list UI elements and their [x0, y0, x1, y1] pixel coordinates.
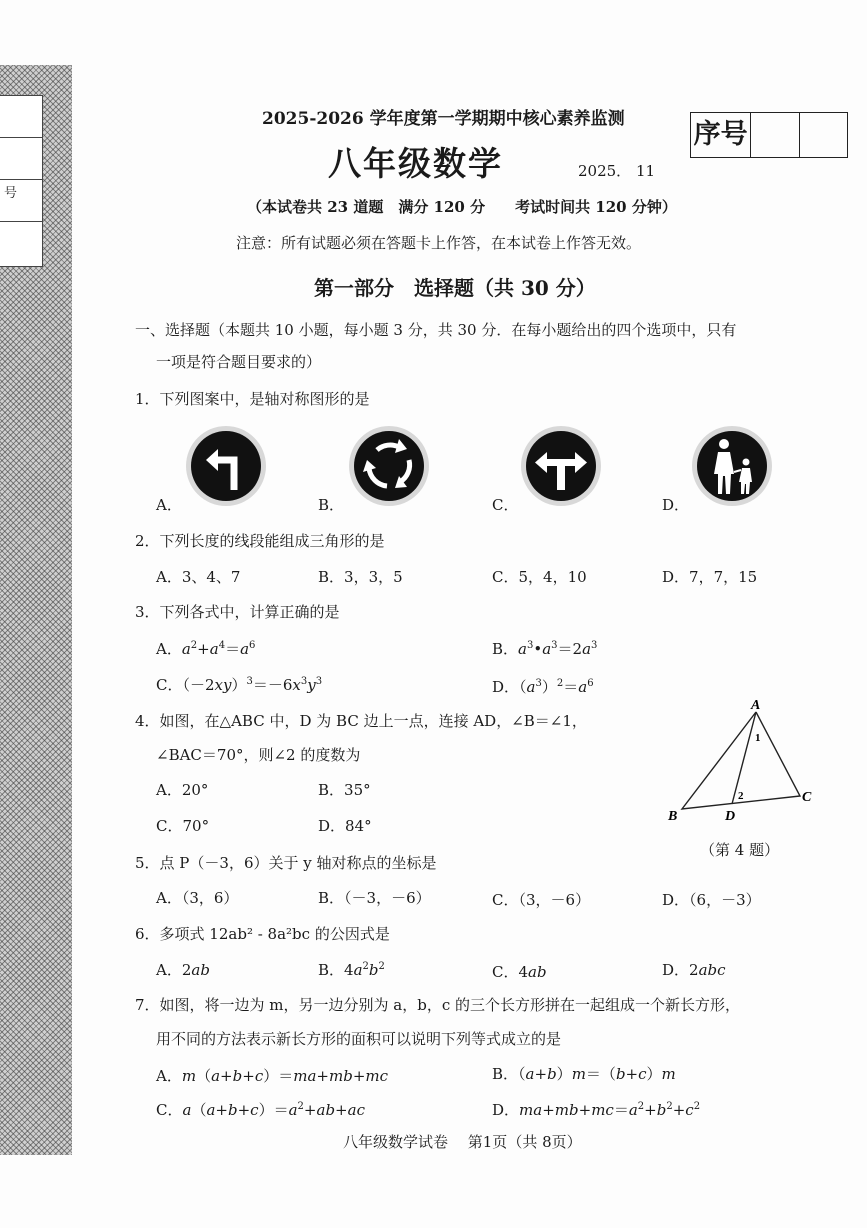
q3-stem: 3．下列各式中，计算正确的是 — [135, 603, 340, 621]
q1-stem: 1．下列图案中，是轴对称图形的是 — [135, 390, 370, 408]
q4-stem: 4．如图，在△ABC 中，D 为 BC 边上一点，连接 AD，∠B＝∠1， — [135, 712, 587, 730]
q7-option-b: B．（a+b）m＝（b+c）m — [492, 1065, 676, 1083]
binding-info-box — [0, 95, 43, 267]
q7-stem-cont: 用不同的方法表示新长方形的面积可以说明下列等式成立的是 — [156, 1030, 562, 1048]
q3-option-b: B．$a^3•a^3=2a^3$ — [492, 640, 598, 658]
point-d-label: D — [725, 809, 736, 824]
page-footer: 八年级数学试卷 第1页（共 8页） — [343, 1133, 582, 1151]
q5-option-c: C．（3，－6） — [492, 891, 591, 909]
q2-option-a: A．3、4、7 — [156, 568, 241, 586]
exam-info: （本试卷共 23 道题 满分 120 分 考试时间共 120 分钟） — [247, 198, 677, 216]
q6-stem: 6．多项式 12ab² - 8a²bc 的公因式是 — [135, 925, 390, 943]
q2-option-b: B．3，3，5 — [318, 568, 403, 586]
q1-option-d: D． — [662, 496, 690, 514]
q7-option-d: D．$ma+mb+mc=a^2+b^2+c^2$ — [492, 1101, 701, 1119]
q6-option-a: A．2ab — [156, 961, 210, 979]
binding-label: 号 — [4, 186, 18, 201]
vertex-b-label: B — [668, 809, 678, 824]
q5-option-a: A．（3，6） — [156, 889, 239, 907]
part1-instruction: 一、选择题（本题共 10 小题，每小题 3 分，共 30 分．在每小题给出的四个选项中，只有 — [135, 321, 737, 339]
notice: 注意：所有试题必须在答题卡上作答，在本试卷上作答无效。 — [236, 234, 642, 252]
q7-option-a: A．m（a+b+c）＝ma+mb+mc — [156, 1067, 389, 1085]
q4-option-a: A．20° — [156, 781, 209, 799]
part1-instruction-cont: 一项是符合题目要求的） — [156, 353, 322, 371]
q3-option-c: C．$(-2xy)^3=-6x^3y^3$ — [156, 676, 323, 694]
angle-2-label: 2 — [738, 790, 744, 802]
serial-cell — [800, 113, 847, 157]
q1-option-c: C． — [492, 496, 519, 514]
left-right-arrow-sign-icon — [519, 424, 603, 508]
roundabout-sign-icon — [347, 424, 431, 508]
exam-title: 2025-2026 学年度第一学期期中核心素养监测 — [262, 109, 625, 129]
serial-cell — [751, 113, 799, 157]
vertex-a-label: A — [751, 698, 761, 713]
q1-option-b: B． — [318, 496, 345, 514]
q2-stem: 2．下列长度的线段能组成三角形的是 — [135, 532, 385, 550]
q5-option-b: B．（－3，－6） — [318, 889, 431, 907]
q4-triangle-figure — [660, 696, 820, 826]
q4-stem-cont: ∠BAC＝70°，则∠2 的度数为 — [156, 746, 361, 764]
turn-left-sign-icon — [184, 424, 268, 508]
q4-option-c: C．70° — [156, 817, 210, 835]
subject-title: 八年级数学 — [328, 144, 503, 183]
q2-option-d: D．7，7，15 — [662, 568, 758, 586]
q4-option-b: B．35° — [318, 781, 371, 799]
q7-stem: 7．如图，将一边为 m，另一边分别为 a，b，c 的三个长方形拼在一起组成一个新长方形， — [135, 996, 741, 1014]
q5-stem: 5．点 P（－3，6）关于 y 轴对称点的坐标是 — [135, 854, 437, 872]
serial-label: 序号 — [691, 113, 751, 157]
q1-option-a: A． — [156, 496, 182, 514]
exam-date: 2025． 11 — [578, 162, 656, 180]
pedestrian-sign-icon — [690, 424, 774, 508]
vertex-c-label: C — [802, 790, 812, 805]
q3-option-a: A．$a^2+a^4=a^6$ — [156, 640, 256, 658]
q4-figure-caption: （第 4 题） — [700, 841, 780, 859]
q4-option-d: D．84° — [318, 817, 372, 835]
q3-option-d: D．$(a^3)^2=a^6$ — [492, 678, 594, 696]
part1-title: 第一部分 选择题（共 30 分） — [314, 276, 596, 300]
serial-number-box — [690, 112, 848, 158]
q6-option-d: D．2abc — [662, 961, 726, 979]
q6-option-b: B．$4a^2b^2$ — [318, 961, 385, 979]
q5-option-d: D．（6，－3） — [662, 891, 761, 909]
q7-option-c: C．$a(a+b+c)=a^2+ab+ac$ — [156, 1101, 365, 1119]
q2-option-c: C．5，4，10 — [492, 568, 587, 586]
angle-1-label: 1 — [755, 732, 761, 744]
q6-option-c: C．4ab — [492, 963, 547, 981]
